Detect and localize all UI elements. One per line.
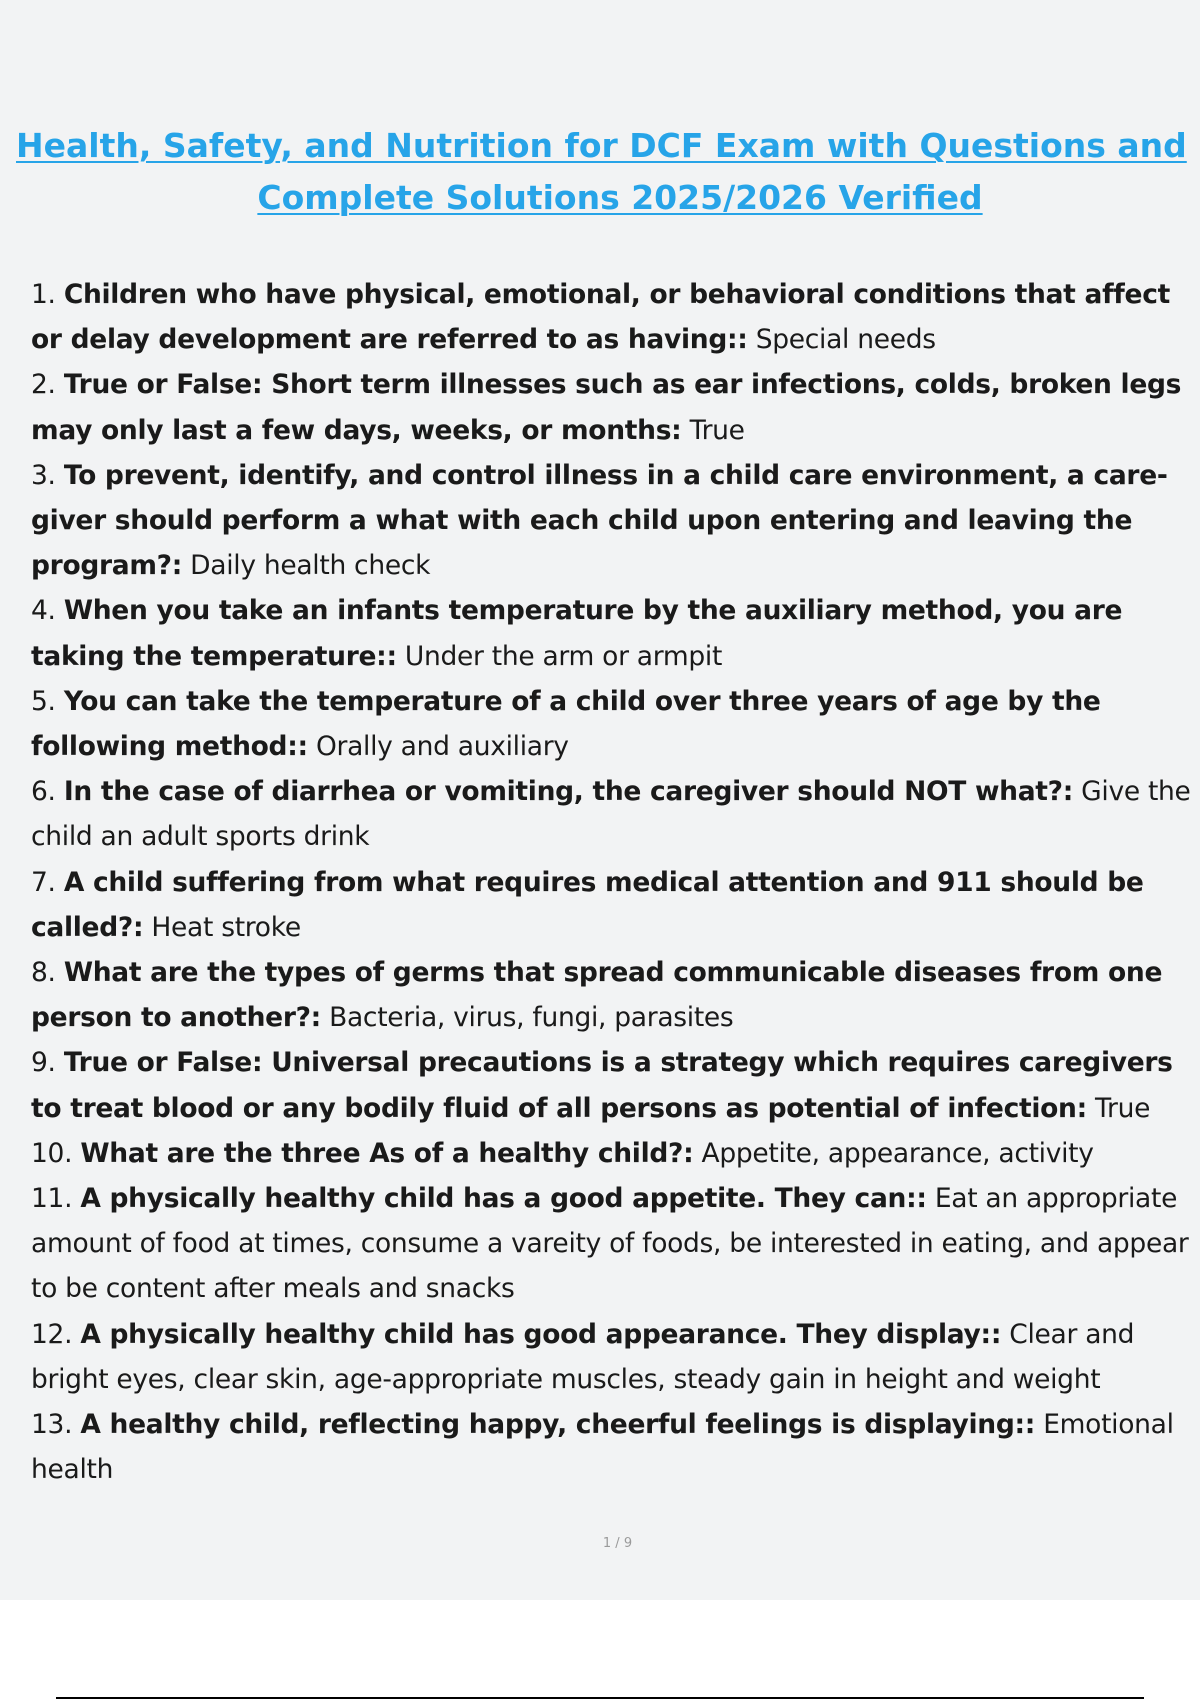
document-title-line-2 xyxy=(0,172,1200,224)
title-line-2-text: Complete Solutions 2025/2026 Verified xyxy=(257,178,983,217)
question-text: True or False: Short term illnesses such as ear infections, colds, broken legs may only last a few days, weeks, or months: xyxy=(31,369,1182,446)
answer-text: Heat stroke xyxy=(151,911,301,943)
title-line-1-text: Health, Safety, and Nutrition for DCF Exam with Questions and xyxy=(16,126,1187,165)
question-text: What are the types of germs that spread communicable diseases from one person to another?: xyxy=(31,957,1163,1034)
answer-text: Under the arm or armpit xyxy=(404,640,723,672)
question-number: 1. xyxy=(31,279,56,310)
question-number: 6. xyxy=(31,776,56,808)
question-number: 2. xyxy=(31,369,56,401)
question-item xyxy=(31,679,1191,769)
question-text: A physically healthy child has good appearance. They display:: xyxy=(80,1318,1002,1350)
answer-text: Daily health check xyxy=(190,550,431,582)
answer-text: Orally and auxiliary xyxy=(315,731,569,763)
page-number: 1 / 9 xyxy=(602,1536,633,1551)
question-number: 4. xyxy=(31,595,56,627)
question-number: 9. xyxy=(31,1047,56,1079)
question-item xyxy=(31,1402,1191,1492)
question-text: Children who have physical, emotional, or behavioral conditions that affect or delay development are referred to as having:: xyxy=(31,279,1170,356)
question-text: To prevent, identify, and control illness in a child care environment, a care-giver should perform a what with each child upon entering and leaving the program?: xyxy=(31,459,1168,582)
question-text: In the case of diarrhea or vomiting, the caregiver should NOT what?: xyxy=(63,776,1074,808)
question-item xyxy=(31,1312,1191,1402)
question-item xyxy=(31,860,1191,950)
question-number: 13. xyxy=(31,1409,73,1441)
answer-text: Give the child an adult sports drink xyxy=(31,776,1191,853)
answer-text: Emotional health xyxy=(31,1409,1174,1486)
document-title-line-1 xyxy=(16,120,1200,172)
question-text: A healthy child, reflecting happy, cheerful feelings is displaying:: xyxy=(80,1409,1036,1441)
question-text: True or False: Universal precautions is a strategy which requires caregivers to treat blood or any bodily fluid of all persons as potential of infection: xyxy=(31,1047,1173,1124)
question-number: 10. xyxy=(31,1137,73,1169)
answer-text: True xyxy=(689,414,745,446)
question-item xyxy=(31,1040,1191,1130)
question-number: 7. xyxy=(31,866,56,898)
answer-text: Special needs xyxy=(755,324,936,356)
question-item xyxy=(31,1131,1191,1176)
question-text: When you take an infants temperature by the auxiliary method, you are taking the temperature:: xyxy=(31,595,1123,672)
answer-text: Eat an appropriate amount of food at times, consume a vareity of foods, be interested in eating, and appear to be content after meals and snacks xyxy=(31,1183,1189,1305)
question-item xyxy=(31,1176,1191,1312)
question-text: A child suffering from what requires medical attention and 911 should be called?: xyxy=(31,866,1144,943)
question-item xyxy=(31,272,1191,362)
answer-text: Bacteria, virus, fungi, parasites xyxy=(329,1002,734,1034)
question-list xyxy=(31,272,1191,1492)
question-item xyxy=(31,453,1191,589)
next-page-divider xyxy=(56,1697,1144,1699)
question-number: 11. xyxy=(31,1183,73,1215)
question-number: 3. xyxy=(31,459,56,491)
answer-text: True xyxy=(1095,1092,1151,1124)
question-text: You can take the temperature of a child over three years of age by the following method:: xyxy=(31,685,1101,763)
question-text: What are the three As of a healthy child?: xyxy=(80,1137,694,1169)
answer-text: Clear and bright eyes, clear skin, age-appropriate muscles, steady gain in height and weight xyxy=(31,1318,1135,1395)
question-number: 5. xyxy=(31,685,56,717)
question-text: A physically healthy child has a good appetite. They can:: xyxy=(80,1183,927,1215)
question-number: 8. xyxy=(31,957,56,989)
question-number: 12. xyxy=(31,1318,73,1350)
question-item xyxy=(31,769,1191,859)
question-item xyxy=(31,362,1191,452)
question-item xyxy=(31,950,1191,1040)
answer-text: Appetite, appearance, activity xyxy=(701,1137,1094,1169)
question-item xyxy=(31,588,1191,678)
